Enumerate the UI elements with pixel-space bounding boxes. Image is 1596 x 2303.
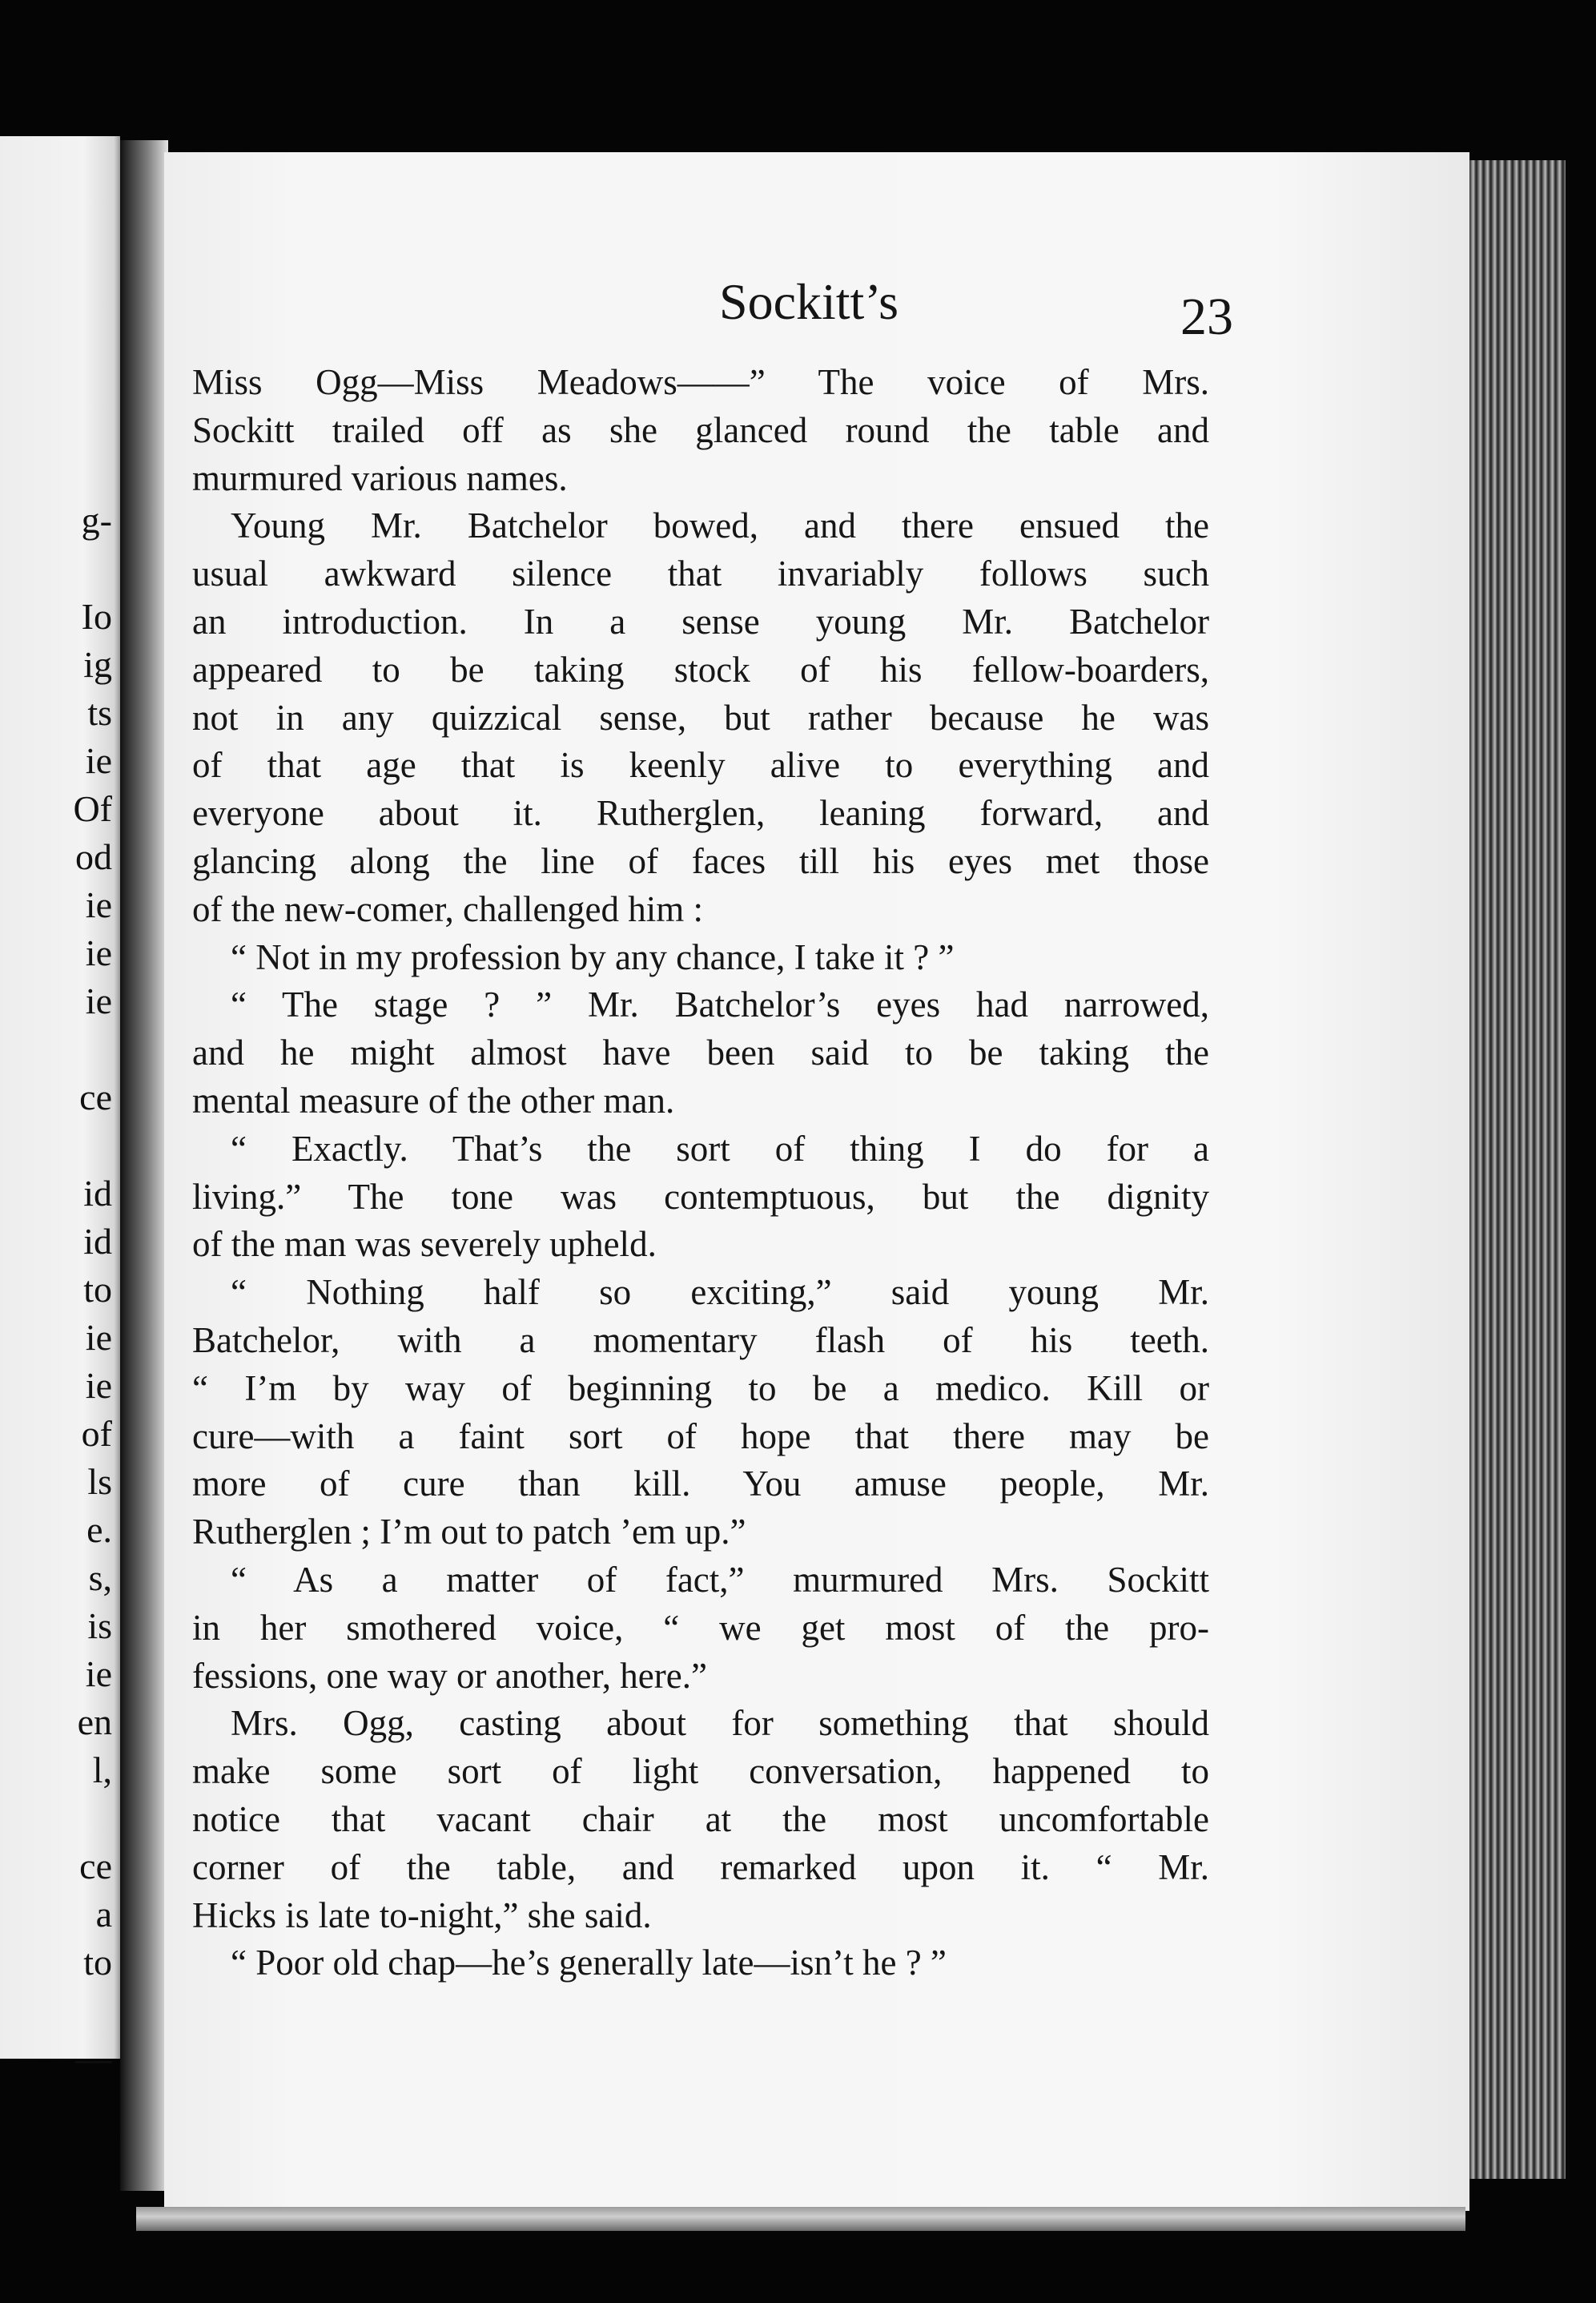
left-page-fragment: id	[83, 1173, 112, 1214]
left-page-fragment: s,	[88, 1557, 112, 1598]
text-line: Miss Ogg—Miss Meadows——” The voice of Mrs.	[192, 362, 1209, 402]
left-page-fragment	[0, 545, 112, 593]
text-line: “ Poor old chap—he’s generally late—isn’t he ? ”	[231, 1943, 947, 1983]
left-page-fragment: ie	[85, 1317, 112, 1358]
left-page-fragment: ce	[79, 1077, 112, 1117]
text-line: cure—with a faint sort of hope that there may be	[192, 1415, 1209, 1456]
text-line: Hicks is late to-night,” she said.	[192, 1894, 652, 1935]
page-edge-stack	[1469, 160, 1566, 2179]
text-line: Rutherglen ; I’m out to patch ’em up.”	[192, 1512, 746, 1552]
left-page-fragment: ls	[87, 1461, 112, 1502]
left-page-fragment: ie	[85, 980, 112, 1021]
left-page-fragment: id	[83, 1221, 112, 1262]
left-page-fragment: Of	[73, 788, 112, 829]
left-page-fragment: of	[81, 1413, 112, 1454]
left-page-fragment: ie	[85, 884, 112, 925]
left-page-fragment: Io	[81, 596, 112, 637]
left-page-fragment: a	[95, 1894, 112, 1935]
text-line: of the new-comer, challenged him :	[192, 888, 703, 929]
left-page-fragment: —	[75, 2038, 112, 2079]
left-page-fragment: ie	[85, 740, 112, 781]
left-page-fragment: g-	[81, 500, 112, 541]
text-line: Batchelor, with a momentary flash of his teeth.	[192, 1319, 1209, 1360]
text-line: of that age that is keenly alive to everything and	[192, 745, 1209, 786]
left-page-fragment	[0, 1025, 112, 1073]
bottom-page-edge	[136, 2207, 1465, 2231]
text-line: in her smothered voice, “ we get most of the pro-	[192, 1607, 1209, 1648]
text-line: Mrs. Ogg, casting about for something that should	[231, 1703, 1209, 1744]
text-line: an introduction. In a sense young Mr. Batchelor	[192, 601, 1209, 642]
text-line: “ As a matter of fact,” murmured Mrs. Sockitt	[231, 1559, 1209, 1600]
text-line: “ The stage ? ” Mr. Batchelor’s eyes had narrowed,	[231, 984, 1209, 1025]
text-line: Sockitt trailed off as she glanced round the table and	[192, 409, 1209, 450]
left-page-fragment: is	[87, 1605, 112, 1646]
left-page-fragment: to	[83, 1942, 112, 1983]
text-line: not in any quizzical sense, but rather because he was	[192, 697, 1209, 738]
text-line: murmured various names.	[192, 457, 568, 498]
left-page-fragment: ie	[85, 1653, 112, 1694]
left-page-text-fragments	[0, 497, 112, 2083]
text-line: more of cure than kill. You amuse people, Mr.	[192, 1464, 1209, 1504]
text-line: notice that vacant chair at the most uncomfortable	[192, 1798, 1209, 1839]
left-page-fragment: en	[77, 1701, 112, 1742]
left-page-fragment	[0, 1987, 112, 2035]
text-line: fessions, one way or another, here.”	[192, 1655, 707, 1696]
text-line: Young Mr. Batchelor bowed, and there ensued the	[231, 505, 1209, 546]
text-line: “ Not in my profession by any chance, I take it ? ”	[231, 936, 955, 977]
text-line: usual awkward silence that invariably follows such	[192, 554, 1209, 594]
left-facing-page	[0, 136, 120, 2079]
text-line: appeared to be taking stock of his fellow-boarders,	[192, 649, 1209, 690]
text-line: of the man was severely upheld.	[192, 1224, 657, 1265]
text-line: “ Nothing half so exciting,” said young Mr.	[231, 1272, 1209, 1313]
text-line: and he might almost have been said to be taking the	[192, 1033, 1209, 1073]
page-number: 23	[1180, 288, 1233, 346]
left-page-fragment: ie	[85, 1365, 112, 1406]
text-line: mental measure of the other man.	[192, 1080, 675, 1121]
page-body-text	[192, 359, 1209, 1987]
left-page-fragment: ie	[85, 932, 112, 973]
text-line: corner of the table, and remarked upon it. “ Mr.	[192, 1846, 1209, 1887]
left-page-fragment	[0, 1121, 112, 1170]
left-page-fragment: od	[75, 836, 112, 877]
left-page-fragment	[0, 1794, 112, 1842]
text-line: living.” The tone was contemptuous, but the dignity	[192, 1176, 1209, 1217]
text-line: glancing along the line of faces till his eyes met those	[192, 840, 1209, 881]
left-page-fragment: ce	[79, 1846, 112, 1886]
text-line: everyone about it. Rutherglen, leaning forward, and	[192, 793, 1209, 834]
text-line: “ I’m by way of beginning to be a medico. Kill or	[192, 1367, 1209, 1408]
left-page-fragment: l,	[92, 1749, 112, 1790]
binding-gutter	[120, 140, 168, 2191]
text-line: “ Exactly. That’s the sort of thing I do for a	[231, 1128, 1209, 1169]
left-page-fragment: ig	[83, 644, 112, 685]
left-page-fragment: ts	[87, 692, 112, 733]
left-page-fragment: e.	[86, 1509, 112, 1550]
running-head: Sockitt’s	[718, 273, 899, 330]
left-page-fragment: to	[83, 1269, 112, 1310]
text-line: make some sort of light conversation, happened to	[192, 1751, 1209, 1792]
